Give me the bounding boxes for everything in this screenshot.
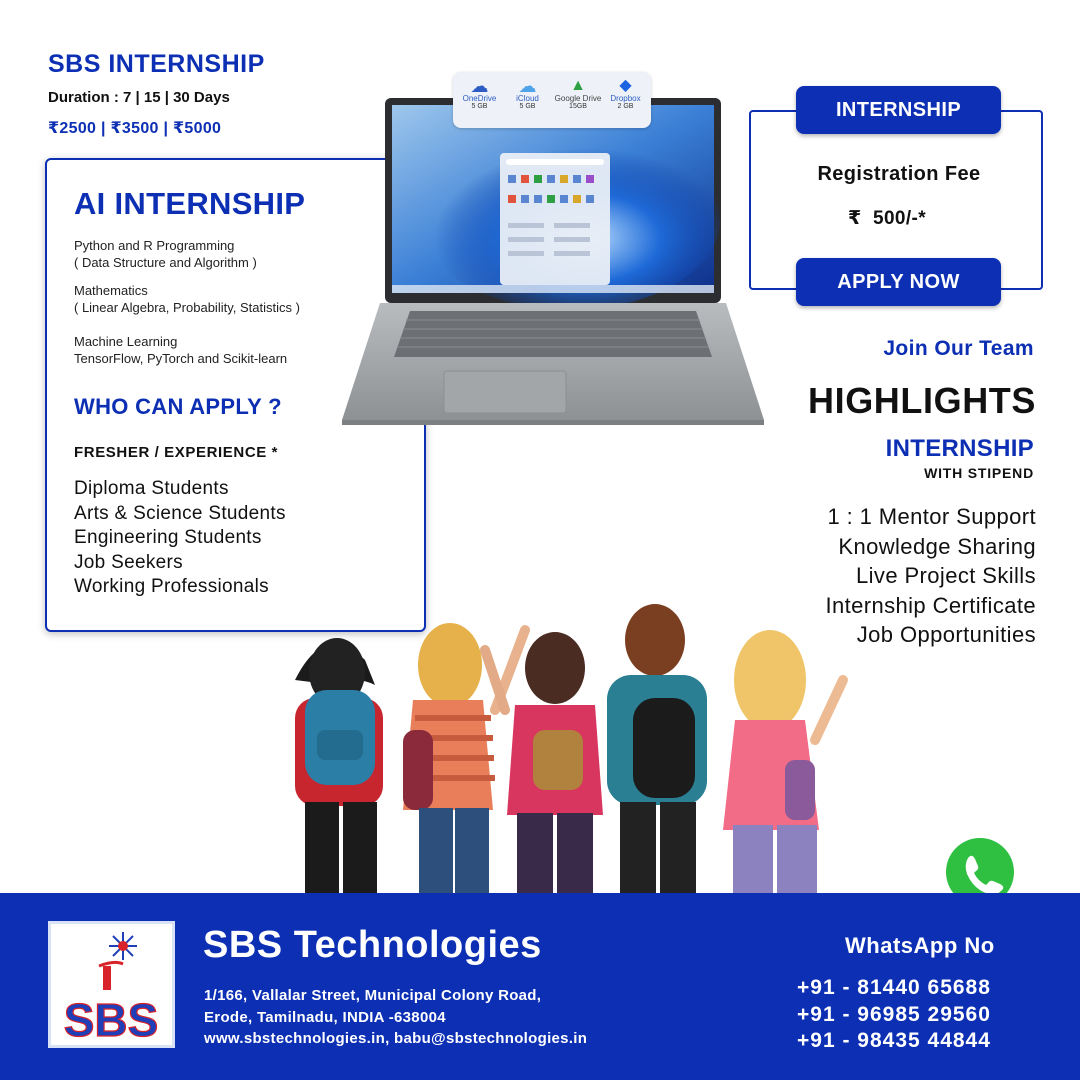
price-text: ₹2500 | ₹3500 | ₹5000 bbox=[48, 120, 222, 137]
storage-size: 2 GB bbox=[617, 103, 634, 110]
course-name: Machine Learning bbox=[74, 334, 178, 349]
list-item: Arts & Science Students bbox=[74, 502, 286, 524]
course-detail: ( Linear Algebra, Probability, Statistics ) bbox=[74, 300, 300, 315]
course-item bbox=[74, 237, 257, 271]
highlights-title: HIGHLIGHTS bbox=[808, 380, 1036, 421]
duration-text: Duration : 7 | 15 | 30 Days bbox=[48, 89, 230, 106]
header-title: SBS INTERNSHIP bbox=[48, 50, 265, 78]
course-item bbox=[74, 282, 300, 316]
list-item: 1 : 1 Mentor Support bbox=[827, 504, 1036, 529]
sbs-logo-graphic bbox=[51, 924, 172, 1045]
company-name: SBS Technologies bbox=[203, 924, 542, 966]
course-item bbox=[74, 333, 287, 367]
list-item: Knowledge Sharing bbox=[838, 533, 1036, 559]
address-line: Erode, Tamilnadu, INDIA -638004 bbox=[204, 1009, 446, 1026]
list-item: Job Seekers bbox=[74, 551, 183, 573]
registration-fee-label: Registration Fee bbox=[817, 163, 981, 185]
dropbox-icon: ◆ bbox=[619, 77, 632, 94]
cloud-storage-strip bbox=[453, 72, 651, 128]
stipend-text: WITH STIPEND bbox=[924, 465, 1034, 481]
storage-name: Google Drive bbox=[554, 94, 602, 103]
icloud-icon: ☁ bbox=[518, 76, 537, 96]
logo-text: SBS bbox=[63, 994, 159, 1045]
apply-now-button[interactable]: APPLY NOW bbox=[796, 258, 1001, 306]
eligibility-list bbox=[74, 477, 286, 600]
list-item: Diploma Students bbox=[74, 478, 229, 499]
course-detail: ( Data Structure and Algorithm ) bbox=[74, 255, 257, 270]
list-item: Job Opportunities bbox=[856, 622, 1036, 648]
storage-size: 15GB bbox=[569, 103, 587, 110]
google-drive-icon: ▲ bbox=[570, 77, 586, 94]
address-line: 1/166, Vallalar Street, Municipal Colony Road, bbox=[204, 987, 542, 1004]
storage-name: iCloud bbox=[516, 94, 539, 103]
fresher-experience-label: FRESHER / EXPERIENCE * bbox=[74, 444, 279, 461]
sbs-logo bbox=[48, 921, 175, 1048]
list-item: Engineering Students bbox=[74, 527, 262, 548]
list-item: Live Project Skills bbox=[856, 563, 1036, 589]
registration-fee-value: ₹ 500/-* bbox=[848, 208, 927, 229]
phone-number[interactable]: +91 - 81440 65688 bbox=[797, 976, 991, 999]
whatsapp-title: WhatsApp No bbox=[845, 933, 995, 958]
storage-size: 5 GB bbox=[471, 103, 488, 110]
contact-line[interactable]: www.sbstechnologies.in, babu@sbstechnologies.in bbox=[204, 1030, 588, 1047]
storage-name: Dropbox bbox=[610, 94, 641, 103]
list-item: Internship Certificate bbox=[825, 592, 1036, 618]
onedrive-icon: ☁ bbox=[470, 76, 489, 96]
laptop-image bbox=[340, 95, 768, 425]
internship-badge: INTERNSHIP bbox=[796, 86, 1001, 134]
list-item: Working Professionals bbox=[74, 576, 269, 597]
course-detail: TensorFlow, PyTorch and Scikit-learn bbox=[74, 351, 288, 366]
join-team-text: Join Our Team bbox=[883, 337, 1034, 360]
course-name: Mathematics bbox=[74, 283, 148, 298]
who-can-apply-title: WHO CAN APPLY ? bbox=[74, 394, 282, 419]
storage-size: 5 GB bbox=[519, 103, 536, 110]
highlights-list bbox=[825, 502, 1036, 650]
students-illustration bbox=[255, 580, 855, 893]
ai-internship-title: AI INTERNSHIP bbox=[74, 186, 306, 221]
phone-number[interactable]: +91 - 98435 44844 bbox=[797, 1029, 991, 1052]
internship-subtitle: INTERNSHIP bbox=[885, 435, 1034, 462]
phone-number[interactable]: +91 - 96985 29560 bbox=[797, 1003, 991, 1026]
course-name: Python and R Programming bbox=[74, 238, 235, 253]
storage-name: OneDrive bbox=[462, 94, 497, 103]
